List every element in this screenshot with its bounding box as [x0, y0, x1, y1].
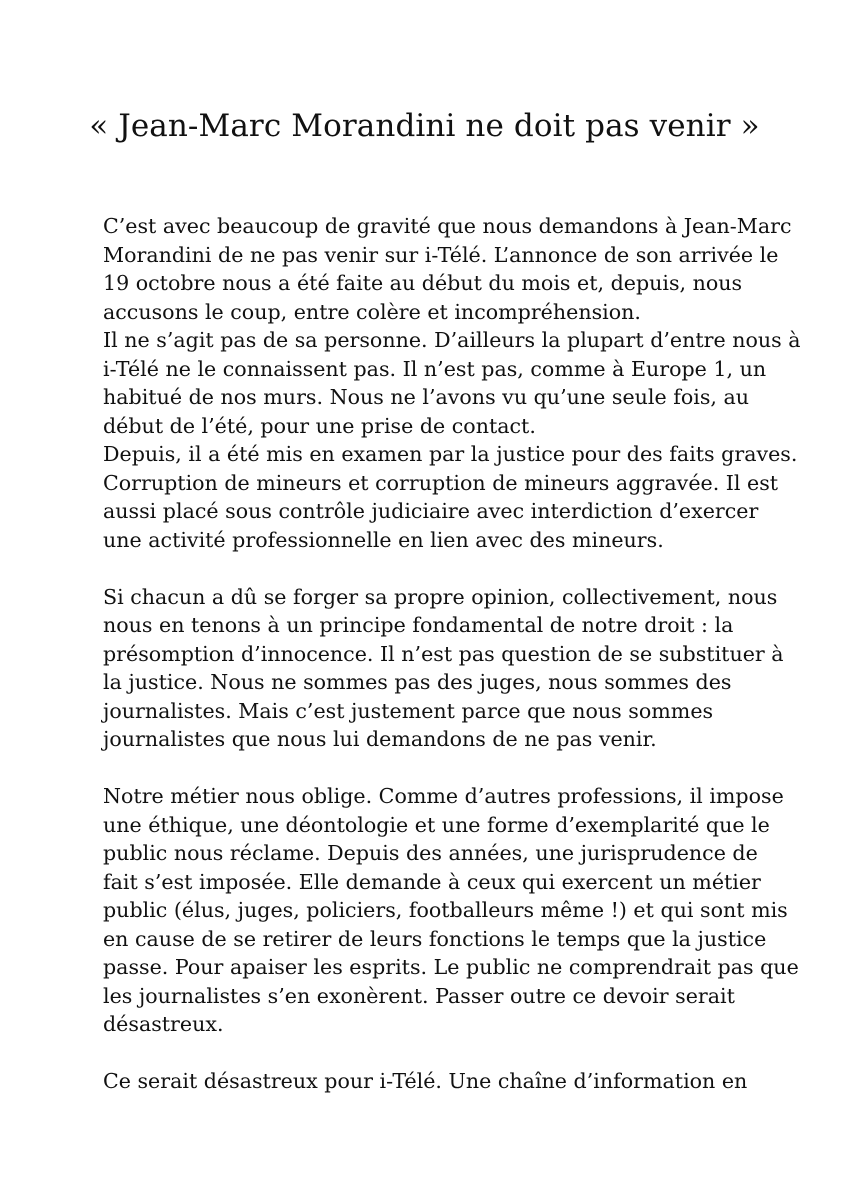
document-body [103, 212, 801, 1124]
text-line: journalistes. Mais c’est justement parce que nous sommes [103, 698, 714, 723]
text-line: Il ne s’agit pas de sa personne. D’ailleurs la plupart d’entre nous à [103, 328, 801, 352]
paragraph-2 [103, 583, 784, 754]
text-line: habitué de nos murs. Nous ne l’avons vu qu’une seule fois, au [103, 385, 750, 409]
text-line: fait s’est imposée. Elle demande à ceux qui exercent un métier [103, 869, 761, 894]
text-line: public (élus, juges, policiers, footballeurs même !) et qui sont mis [103, 898, 788, 922]
text-line: Notre métier nous oblige. Comme d’autres professions, il impose [103, 784, 784, 808]
text-line: les journalistes s’en exonèrent. Passer outre ce devoir serait [103, 983, 735, 1008]
text-line: Depuis, il a été mis en examen par la justice pour des faits graves. [103, 442, 798, 466]
page-title: « Jean-Marc Morandini ne doit pas venir » [89, 108, 760, 144]
text-line: une activité professionnelle en lien avec des mineurs. [103, 527, 664, 552]
text-line: désastreux. [103, 1012, 224, 1036]
paragraph-4 [103, 1067, 763, 1096]
text-line: passe. Pour apaiser les esprits. Le public ne comprendrait pas que [103, 955, 799, 979]
text-line: en cause de se retirer de leurs fonctions le temps que la justice [103, 926, 767, 951]
text-line: 19 octobre nous a été faite au début du mois et, depuis, nous [103, 271, 743, 295]
text-line: aussi placé sous contrôle judiciaire avec interdiction d’exercer [103, 499, 759, 523]
text-line: C’est avec beaucoup de gravité que nous demandons à Jean-Marc [103, 214, 792, 238]
text-line: i-Télé ne le connaissent pas. Il n’est pas, comme à Europe 1, un [103, 356, 767, 381]
paragraph-3 [103, 782, 799, 1039]
text-line: la justice. Nous ne sommes pas des juges, nous sommes des [103, 670, 732, 694]
text-line: Corruption de mineurs et corruption de mineurs aggravée. Il est [103, 470, 779, 495]
text-line: Morandini de ne pas venir sur i-Télé. L’annonce de son arrivée le [103, 242, 779, 267]
text-line: journalistes que nous lui demandons de ne pas venir. [103, 727, 657, 751]
paragraph-1 [103, 212, 801, 554]
text-line: accusons le coup, entre colère et incompréhension. [103, 299, 641, 324]
text-line: Ce serait désastreux pour i-Télé. Une chaîne d’information en [103, 1069, 748, 1093]
text-line: public nous réclame. Depuis des années, une jurisprudence de [103, 841, 758, 865]
text-line: nous en tenons à un principe fondamental de notre droit : la [103, 613, 734, 637]
text-line: Si chacun a dû se forger sa propre opinion, collectivement, nous [103, 584, 778, 609]
text-line: début de l’été, pour une prise de contact. [103, 413, 536, 438]
text-line: présomption d’innocence. Il n’est pas question de se substituer à [103, 641, 784, 666]
text-line: une éthique, une déontologie et une forme d’exemplarité que le [103, 812, 770, 837]
